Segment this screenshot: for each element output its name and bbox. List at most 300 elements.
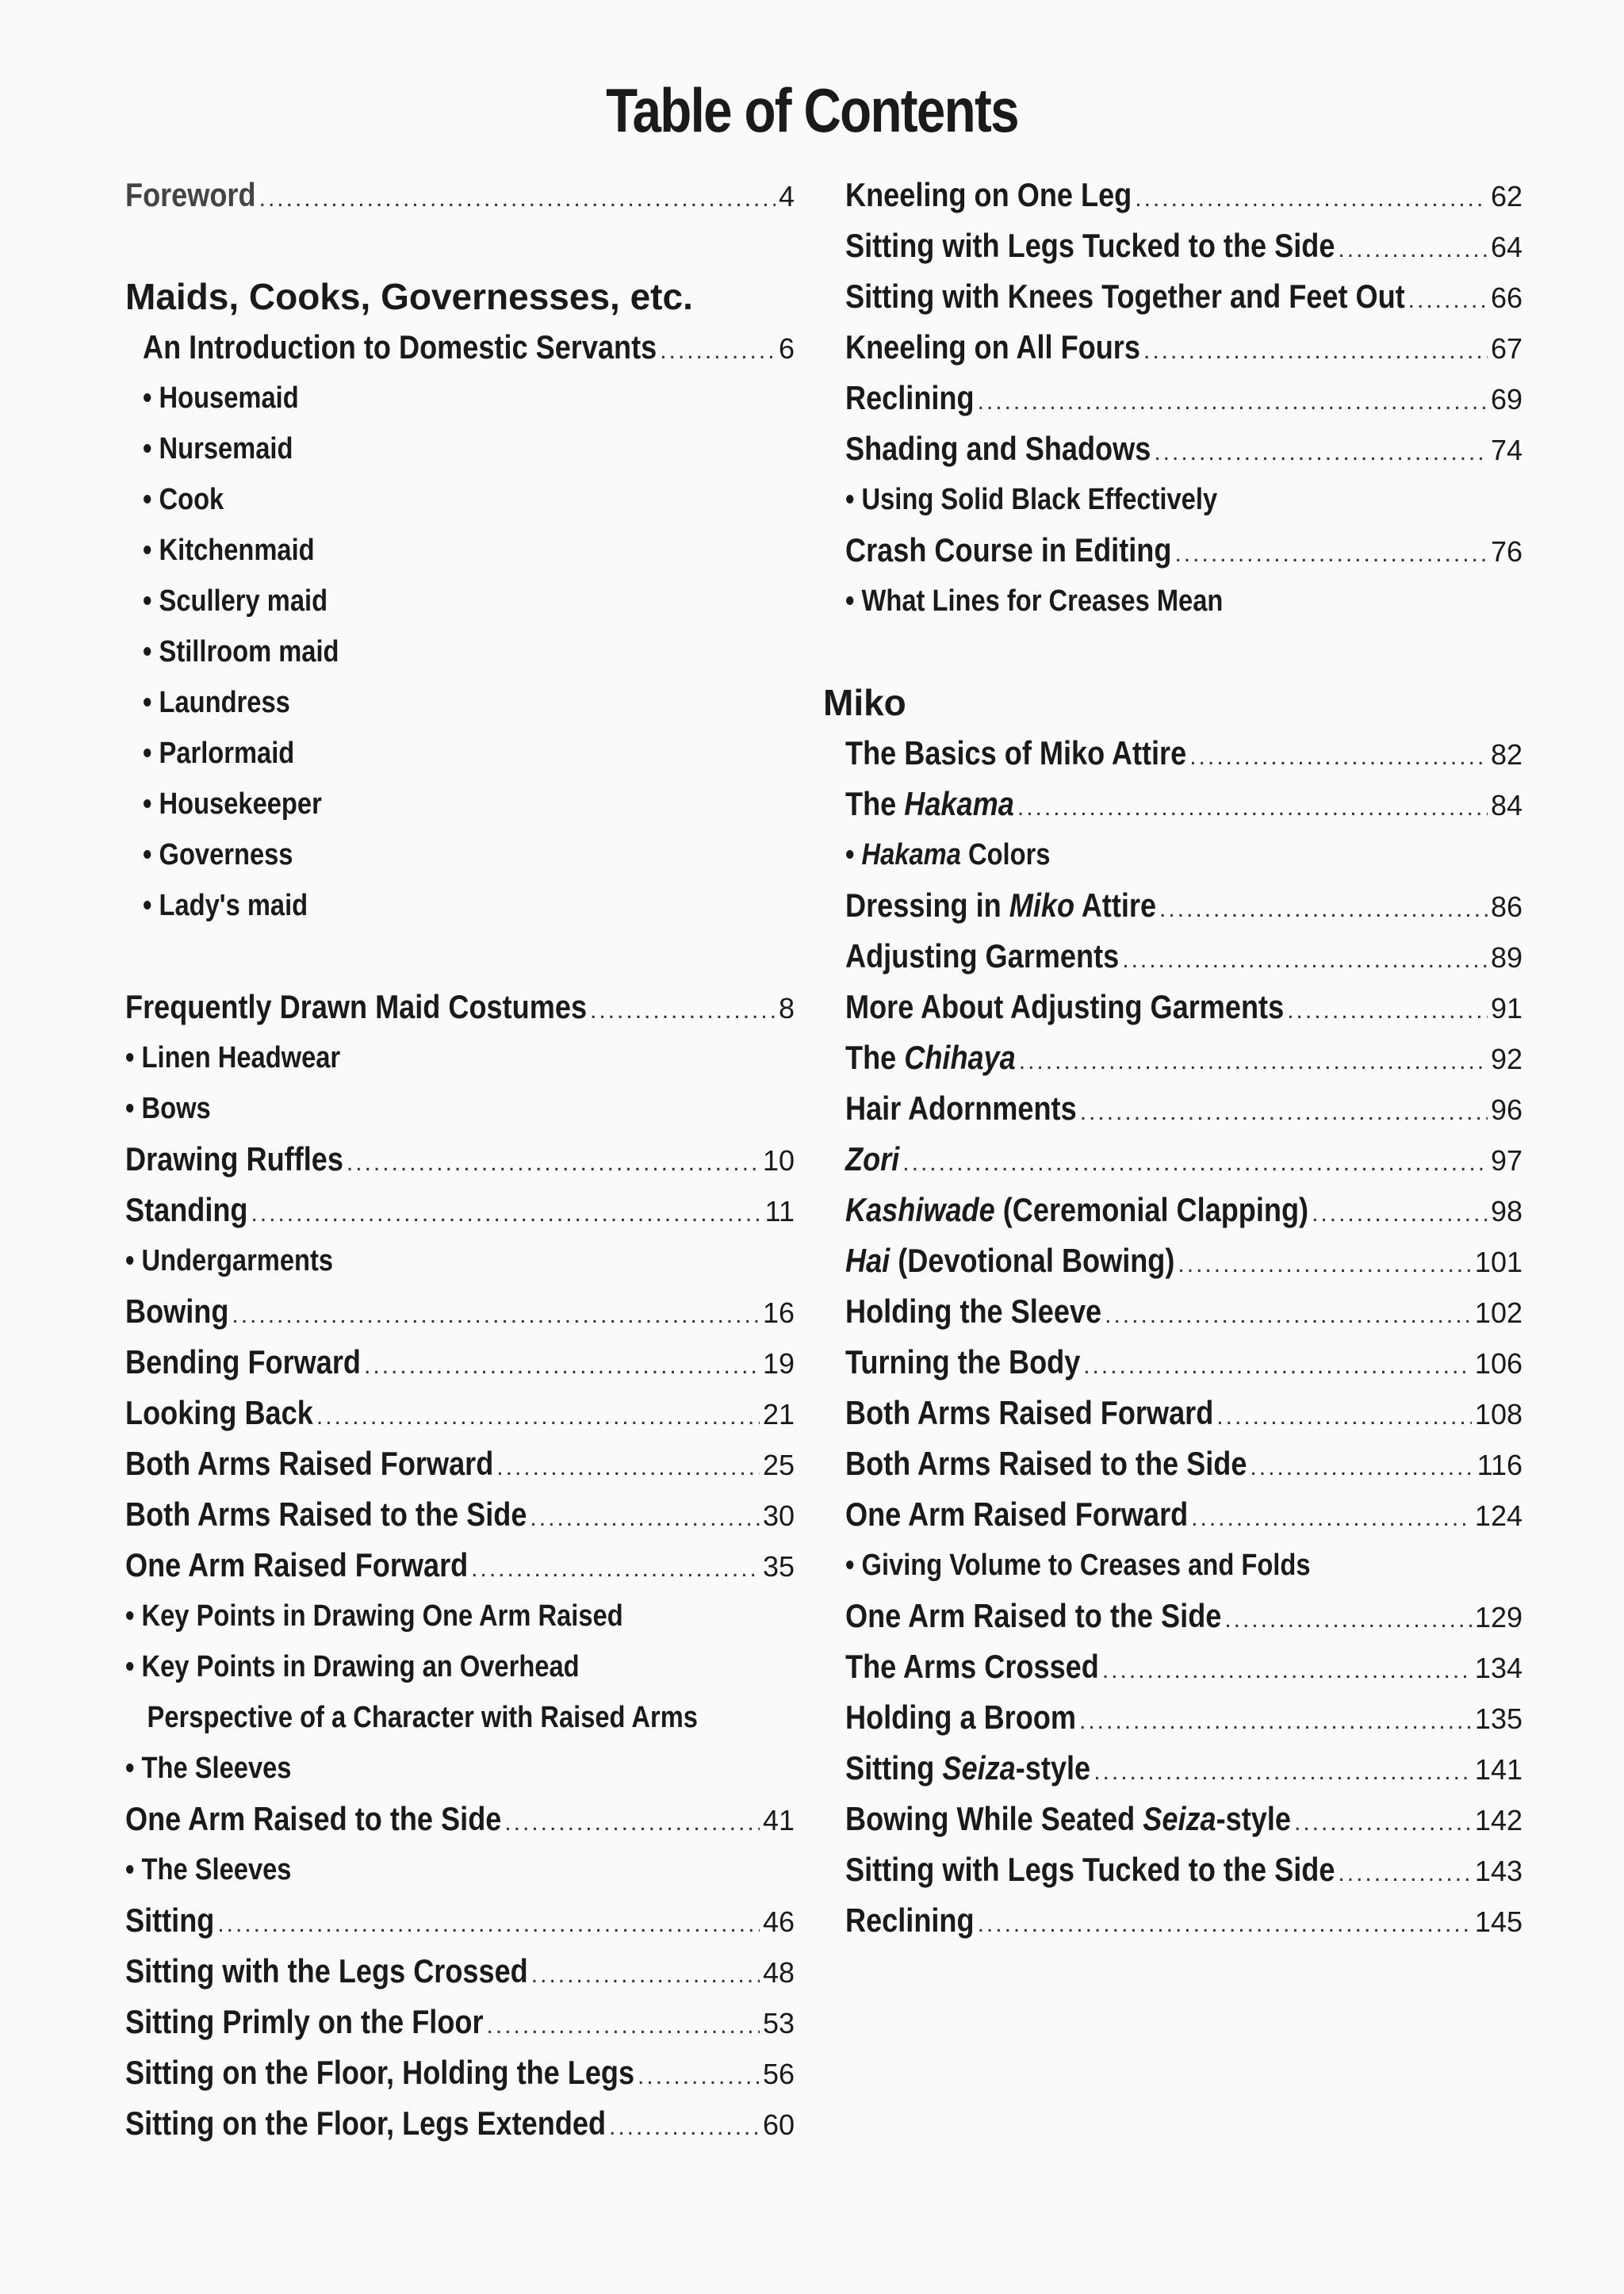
entry-label-text: Sitting on the Floor, Holding the Legs bbox=[125, 2054, 635, 2091]
bullet-icon: • bbox=[125, 1752, 142, 1785]
toc-entry bbox=[845, 1794, 1522, 1844]
page-number: 129 bbox=[1474, 1601, 1522, 1633]
page-number: 46 bbox=[762, 1905, 795, 1938]
entry-label-pre: The bbox=[845, 785, 905, 822]
page-number: 84 bbox=[1490, 789, 1522, 821]
entry-label bbox=[125, 1692, 698, 1743]
page-number: 89 bbox=[1490, 941, 1522, 974]
toc-entry bbox=[845, 1895, 1522, 1946]
page-number: 106 bbox=[1474, 1347, 1522, 1380]
entry-label bbox=[845, 1591, 1221, 1641]
entry-label bbox=[125, 1235, 333, 1286]
entry-label-text: Perspective of a Character with Raised Arms bbox=[147, 1701, 698, 1734]
toc-entry bbox=[845, 1032, 1522, 1083]
entry-label-italic: Chihaya bbox=[904, 1039, 1016, 1076]
dot-leader bbox=[1143, 326, 1488, 377]
page-title: Table of Contents bbox=[606, 75, 1018, 145]
page-number: 10 bbox=[762, 1144, 795, 1177]
dot-leader bbox=[487, 2001, 760, 2051]
entry-label bbox=[125, 1641, 580, 1692]
page-number: 143 bbox=[1474, 1855, 1522, 1887]
entry-label bbox=[845, 880, 1156, 931]
bullet-icon: • bbox=[125, 1244, 142, 1277]
page-number: 101 bbox=[1474, 1246, 1522, 1278]
entry-label-text: Laundress bbox=[159, 686, 290, 719]
spacer bbox=[845, 626, 1522, 677]
page-number: 48 bbox=[762, 1956, 795, 1989]
entry-label-text: The Sleeves bbox=[141, 1752, 292, 1785]
entry-label bbox=[143, 576, 327, 626]
spacer bbox=[125, 931, 795, 982]
toc-subentry bbox=[845, 474, 1522, 525]
entry-label bbox=[845, 982, 1284, 1032]
page-number: 74 bbox=[1490, 434, 1522, 466]
dot-leader bbox=[504, 1798, 760, 1848]
entry-label bbox=[845, 373, 975, 423]
entry-label-text: Using Solid Black Effectively bbox=[861, 483, 1218, 516]
toc-entry bbox=[125, 322, 795, 373]
dot-leader bbox=[1312, 1189, 1488, 1239]
entry-label bbox=[845, 1185, 1308, 1235]
bullet-icon: • bbox=[845, 1549, 862, 1582]
entry-label-text: Governess bbox=[159, 838, 293, 871]
entry-label-text: Holding the Sleeve bbox=[845, 1293, 1102, 1330]
entry-label bbox=[845, 1895, 975, 1946]
entry-label-italic: Hai bbox=[845, 1242, 891, 1279]
entry-label-text: Housekeeper bbox=[159, 787, 322, 821]
bullet-icon: • bbox=[143, 889, 159, 922]
entry-label bbox=[125, 982, 587, 1032]
entry-label-text: Nursemaid bbox=[159, 432, 293, 465]
dot-leader bbox=[530, 1493, 760, 1544]
bullet-icon: • bbox=[143, 483, 159, 516]
entry-label-text: Bowing bbox=[125, 1293, 229, 1330]
toc-entry bbox=[845, 271, 1522, 322]
entry-label bbox=[143, 677, 290, 728]
toc-entry bbox=[125, 1185, 795, 1235]
entry-label-text: Both Arms Raised Forward bbox=[845, 1394, 1214, 1431]
toc-subentry bbox=[125, 576, 795, 626]
dot-leader bbox=[217, 1899, 760, 1950]
toc-entry bbox=[125, 1388, 795, 1438]
entry-label bbox=[125, 2098, 606, 2149]
toc-entry bbox=[125, 2098, 795, 2149]
entry-label-italic: Seiza bbox=[942, 1749, 1016, 1787]
entry-label-text: Holding a Broom bbox=[845, 1698, 1076, 1736]
dot-leader bbox=[1174, 529, 1487, 580]
entry-label bbox=[845, 1743, 1090, 1794]
entry-label-italic: Zori bbox=[845, 1140, 900, 1178]
toc-subentry bbox=[845, 1540, 1522, 1591]
entry-label-text: Looking Back bbox=[125, 1394, 313, 1431]
dot-leader bbox=[978, 377, 1488, 427]
toc-entry bbox=[845, 779, 1522, 829]
dot-leader bbox=[1154, 427, 1488, 478]
page-number: 4 bbox=[778, 180, 795, 213]
toc-entry bbox=[125, 2047, 795, 2098]
entry-label-post: -style bbox=[1216, 1800, 1292, 1837]
entry-label bbox=[125, 1083, 211, 1134]
entry-label-text: Stillroom maid bbox=[159, 635, 339, 668]
entry-label-post: Colors bbox=[960, 838, 1051, 871]
toc-subentry bbox=[125, 1032, 795, 1083]
entry-label bbox=[143, 779, 322, 829]
toc-entry bbox=[845, 423, 1522, 474]
toc-entry bbox=[125, 170, 795, 220]
page-number: 134 bbox=[1474, 1652, 1522, 1684]
dot-leader bbox=[1079, 1696, 1472, 1747]
dot-leader bbox=[1287, 986, 1488, 1036]
entry-label-text: Key Points in Drawing an Overhead bbox=[141, 1650, 580, 1683]
dot-leader bbox=[902, 1138, 1488, 1189]
entry-label-pre: Dressing in bbox=[845, 887, 1009, 924]
entry-label bbox=[845, 1235, 1174, 1286]
entry-label-text: Bending Forward bbox=[125, 1343, 361, 1381]
dot-leader bbox=[590, 986, 776, 1036]
toc-entry bbox=[125, 1946, 795, 1997]
entry-label bbox=[845, 1337, 1080, 1388]
entry-label bbox=[845, 779, 1014, 829]
toc-entry bbox=[125, 1692, 795, 1743]
dot-leader bbox=[364, 1341, 760, 1392]
bullet-icon: • bbox=[125, 1599, 142, 1633]
entry-label bbox=[143, 626, 339, 677]
page-number: 76 bbox=[1490, 535, 1522, 568]
entry-label-text: An Introduction to Domestic Servants bbox=[143, 328, 657, 366]
entry-label bbox=[845, 1083, 1077, 1134]
toc-subentry bbox=[125, 1235, 795, 1286]
dot-leader bbox=[1338, 224, 1488, 275]
page-number: 86 bbox=[1490, 890, 1522, 923]
page-number: 66 bbox=[1490, 281, 1522, 314]
dot-leader bbox=[1017, 783, 1488, 833]
dot-leader bbox=[1122, 935, 1488, 986]
entry-label bbox=[125, 1134, 343, 1185]
entry-label bbox=[845, 1134, 899, 1185]
entry-label bbox=[143, 474, 224, 525]
entry-label-text: Frequently Drawn Maid Costumes bbox=[125, 988, 588, 1025]
entry-label bbox=[845, 1794, 1291, 1844]
toc-subentry bbox=[125, 474, 795, 525]
toc-entry bbox=[125, 1337, 795, 1388]
dot-leader bbox=[471, 1544, 760, 1595]
entry-label bbox=[845, 1540, 1311, 1591]
dot-leader bbox=[1159, 884, 1488, 935]
dot-leader bbox=[1189, 732, 1488, 783]
entry-label bbox=[125, 1489, 527, 1540]
entry-label bbox=[125, 1185, 248, 1235]
entry-label bbox=[143, 728, 294, 779]
dot-leader bbox=[232, 1290, 760, 1341]
page-number: 35 bbox=[762, 1550, 795, 1583]
entry-label bbox=[125, 170, 256, 220]
page-number: 69 bbox=[1490, 383, 1522, 416]
entry-label bbox=[845, 525, 1171, 576]
page-number: 102 bbox=[1474, 1296, 1522, 1329]
dot-leader bbox=[1094, 1747, 1472, 1798]
entry-label bbox=[845, 1438, 1247, 1489]
spacer bbox=[125, 220, 795, 271]
dot-leader bbox=[609, 2102, 760, 2153]
section-heading: Miko bbox=[823, 682, 906, 723]
entry-label-text: Parlormaid bbox=[159, 737, 295, 770]
entry-label-text: One Arm Raised Forward bbox=[845, 1496, 1189, 1533]
entry-label-text: One Arm Raised to the Side bbox=[845, 1597, 1222, 1634]
entry-label bbox=[125, 1743, 291, 1794]
page-number: 25 bbox=[762, 1449, 795, 1481]
toc-entry bbox=[845, 1438, 1522, 1489]
toc-entry bbox=[845, 1692, 1522, 1743]
entry-label bbox=[845, 576, 1223, 626]
entry-label bbox=[125, 2047, 634, 2098]
toc-subentry bbox=[125, 423, 795, 474]
entry-label bbox=[125, 1591, 623, 1641]
toc-entry bbox=[845, 170, 1522, 220]
dot-leader bbox=[1224, 1595, 1472, 1645]
entry-label bbox=[143, 423, 293, 474]
toc-subentry bbox=[125, 626, 795, 677]
toc-entry bbox=[845, 1185, 1522, 1235]
bullet-icon: • bbox=[143, 534, 159, 567]
dot-leader bbox=[531, 1950, 760, 2001]
dot-leader bbox=[1408, 275, 1488, 326]
entry-label-italic: Hakama bbox=[904, 785, 1014, 822]
bullet-icon: • bbox=[143, 381, 159, 415]
entry-label bbox=[845, 1692, 1076, 1743]
entry-label bbox=[125, 1388, 313, 1438]
toc-subentry bbox=[125, 1591, 795, 1641]
entry-label-italic: Seiza bbox=[1143, 1800, 1216, 1837]
bullet-icon: • bbox=[143, 432, 159, 465]
toc-entry bbox=[845, 525, 1522, 576]
toc-entry bbox=[845, 322, 1522, 373]
toc-entry bbox=[125, 1895, 795, 1946]
entry-label-text: The Basics of Miko Attire bbox=[845, 734, 1187, 772]
entry-label bbox=[845, 271, 1405, 322]
entry-label-post: -style bbox=[1015, 1749, 1091, 1787]
page-number: 97 bbox=[1490, 1144, 1522, 1177]
entry-label-text: Crash Course in Editing bbox=[845, 531, 1172, 569]
entry-label-text: Housemaid bbox=[159, 381, 299, 415]
page-number: 116 bbox=[1477, 1449, 1522, 1481]
page-number: 11 bbox=[764, 1195, 795, 1227]
page-number: 124 bbox=[1474, 1499, 1522, 1532]
entry-label bbox=[845, 170, 1132, 220]
toc-entry bbox=[845, 1286, 1522, 1337]
dot-leader bbox=[660, 326, 776, 377]
toc-entry bbox=[125, 1489, 795, 1540]
entry-label bbox=[845, 423, 1151, 474]
bullet-icon: • bbox=[143, 838, 159, 871]
page-number: 98 bbox=[1490, 1195, 1522, 1227]
page-number: 19 bbox=[762, 1347, 795, 1380]
entry-label bbox=[845, 220, 1335, 271]
entry-label-italic: Miko bbox=[1009, 887, 1075, 924]
toc-subentry bbox=[125, 728, 795, 779]
page-number: 91 bbox=[1490, 992, 1522, 1024]
entry-label-text: One Arm Raised Forward bbox=[125, 1546, 469, 1584]
entry-label-text: Lady's maid bbox=[159, 889, 308, 922]
bullet-icon: • bbox=[143, 686, 159, 719]
entry-label bbox=[125, 1794, 501, 1844]
page-number: 67 bbox=[1490, 332, 1522, 365]
entry-label-text: Sitting with Knees Together and Feet Out bbox=[845, 278, 1405, 315]
dot-leader bbox=[978, 1899, 1472, 1950]
entry-label bbox=[845, 322, 1140, 373]
toc-entry bbox=[845, 373, 1522, 423]
bullet-icon: • bbox=[143, 635, 159, 668]
entry-label-text: Reclining bbox=[845, 1901, 975, 1939]
entry-label-text: What Lines for Creases Mean bbox=[861, 584, 1224, 618]
entry-label bbox=[845, 474, 1217, 525]
dot-leader bbox=[1019, 1036, 1488, 1087]
entry-label-text: Drawing Ruffles bbox=[125, 1140, 343, 1178]
toc-subentry bbox=[845, 829, 1522, 880]
entry-label bbox=[845, 1641, 1099, 1692]
dot-leader bbox=[1294, 1798, 1472, 1848]
dot-leader bbox=[1216, 1392, 1472, 1442]
entry-label bbox=[125, 1946, 528, 1997]
entry-label-italic: Kashiwade bbox=[845, 1191, 995, 1228]
page-number: 16 bbox=[762, 1296, 795, 1329]
entry-label-text: Both Arms Raised Forward bbox=[125, 1445, 494, 1482]
page-number: 141 bbox=[1474, 1753, 1522, 1786]
entry-label bbox=[125, 1286, 228, 1337]
dot-leader bbox=[347, 1138, 760, 1189]
entry-label bbox=[143, 373, 299, 423]
page-number: 108 bbox=[1474, 1398, 1522, 1430]
entry-label-text: Sitting on the Floor, Legs Extended bbox=[125, 2104, 607, 2142]
toc-subentry bbox=[125, 880, 795, 931]
entry-label-text: Standing bbox=[125, 1191, 248, 1228]
dot-leader bbox=[1191, 1493, 1472, 1544]
entry-label-text: The Arms Crossed bbox=[845, 1648, 1099, 1685]
entry-label bbox=[143, 525, 315, 576]
toc-entry bbox=[845, 1743, 1522, 1794]
entry-label-text: Kneeling on One Leg bbox=[845, 176, 1132, 213]
entry-label-italic: Hakama bbox=[861, 838, 961, 871]
page-number: 82 bbox=[1490, 738, 1522, 771]
entry-label bbox=[125, 1032, 340, 1083]
page-number: 56 bbox=[762, 2058, 795, 2090]
toc-entry bbox=[845, 1591, 1522, 1641]
page-number: 41 bbox=[762, 1804, 795, 1836]
entry-label bbox=[845, 1286, 1101, 1337]
entry-label-text: Both Arms Raised to the Side bbox=[125, 1496, 527, 1533]
entry-label-text: Both Arms Raised to the Side bbox=[845, 1445, 1247, 1482]
dot-leader bbox=[638, 2051, 760, 2102]
entry-label bbox=[143, 880, 308, 931]
entry-label-pre: Bowing While Seated bbox=[845, 1800, 1143, 1837]
toc-subentry bbox=[125, 779, 795, 829]
entry-label bbox=[125, 1438, 493, 1489]
toc-subentry bbox=[125, 1083, 795, 1134]
entry-label-post: (Devotional Bowing) bbox=[890, 1242, 1175, 1279]
dot-leader bbox=[259, 174, 776, 224]
entry-label bbox=[845, 1844, 1335, 1895]
entry-label-text: Turning the Body bbox=[845, 1343, 1081, 1381]
toc-entry bbox=[125, 1438, 795, 1489]
entry-label-post: Attire bbox=[1074, 887, 1157, 924]
toc-entry bbox=[125, 982, 795, 1032]
toc-entry bbox=[845, 1641, 1522, 1692]
entry-label bbox=[143, 829, 293, 880]
bullet-icon: • bbox=[845, 838, 862, 871]
bullet-icon: • bbox=[143, 787, 159, 821]
dot-leader bbox=[1080, 1087, 1488, 1138]
bullet-icon: • bbox=[125, 1092, 142, 1125]
entry-label bbox=[125, 1337, 361, 1388]
entry-label bbox=[845, 1032, 1016, 1083]
toc-subentry bbox=[845, 576, 1522, 626]
toc-entry bbox=[845, 1235, 1522, 1286]
toc-subentry bbox=[125, 1743, 795, 1794]
page-number: 6 bbox=[778, 332, 795, 365]
entry-label-text: Foreword bbox=[125, 176, 256, 213]
toc-entry bbox=[845, 728, 1522, 779]
entry-label-text: Kitchenmaid bbox=[159, 534, 315, 567]
entry-label bbox=[845, 829, 1050, 880]
entry-label-text: Scullery maid bbox=[159, 584, 328, 618]
page-number: 142 bbox=[1474, 1804, 1522, 1836]
entry-label bbox=[845, 1489, 1188, 1540]
entry-label-text: Giving Volume to Creases and Folds bbox=[861, 1549, 1311, 1582]
toc-right-column bbox=[823, 170, 1522, 1946]
entry-label bbox=[125, 1540, 468, 1591]
toc-entry bbox=[845, 1134, 1522, 1185]
bullet-icon: • bbox=[845, 483, 862, 516]
entry-label bbox=[845, 1388, 1213, 1438]
dot-leader bbox=[1102, 1645, 1472, 1696]
toc-subentry bbox=[125, 525, 795, 576]
bullet-icon: • bbox=[143, 737, 159, 770]
page-number: 135 bbox=[1474, 1702, 1522, 1735]
entry-label bbox=[845, 931, 1119, 982]
entry-label-text: One Arm Raised to the Side bbox=[125, 1800, 502, 1837]
toc-subentry bbox=[125, 1641, 795, 1692]
entry-label-text: Sitting Primly on the Floor bbox=[125, 2003, 484, 2040]
entry-label-text: Shading and Shadows bbox=[845, 430, 1151, 467]
toc-entry bbox=[845, 1388, 1522, 1438]
entry-label bbox=[125, 1895, 214, 1946]
entry-label-text: Linen Headwear bbox=[141, 1041, 341, 1074]
entry-label-text: Reclining bbox=[845, 379, 975, 416]
toc-subentry bbox=[125, 373, 795, 423]
page-number: 92 bbox=[1490, 1043, 1522, 1075]
toc-entry bbox=[845, 1337, 1522, 1388]
toc-entry bbox=[125, 1134, 795, 1185]
page-number: 53 bbox=[762, 2007, 795, 2039]
entry-label-text: Sitting with Legs Tucked to the Side bbox=[845, 1851, 1335, 1888]
entry-label-text: Cook bbox=[159, 483, 224, 516]
entry-label-pre: Sitting bbox=[845, 1749, 943, 1787]
entry-label-text: Adjusting Garments bbox=[845, 937, 1120, 975]
dot-leader bbox=[251, 1189, 761, 1239]
toc-entry bbox=[845, 880, 1522, 931]
page-number: 145 bbox=[1474, 1905, 1522, 1938]
toc-entry bbox=[845, 1083, 1522, 1134]
bullet-icon: • bbox=[125, 1041, 142, 1074]
section-heading: Maids, Cooks, Governesses, etc. bbox=[125, 276, 693, 317]
bullet-icon: • bbox=[125, 1853, 142, 1886]
page-number: 96 bbox=[1490, 1093, 1522, 1126]
entry-label-text: Sitting bbox=[125, 1901, 215, 1939]
entry-label bbox=[845, 728, 1186, 779]
page-number: 30 bbox=[762, 1499, 795, 1532]
toc-subentry bbox=[125, 829, 795, 880]
entry-label-text: Key Points in Drawing One Arm Raised bbox=[141, 1599, 623, 1633]
toc-entry bbox=[125, 1540, 795, 1591]
